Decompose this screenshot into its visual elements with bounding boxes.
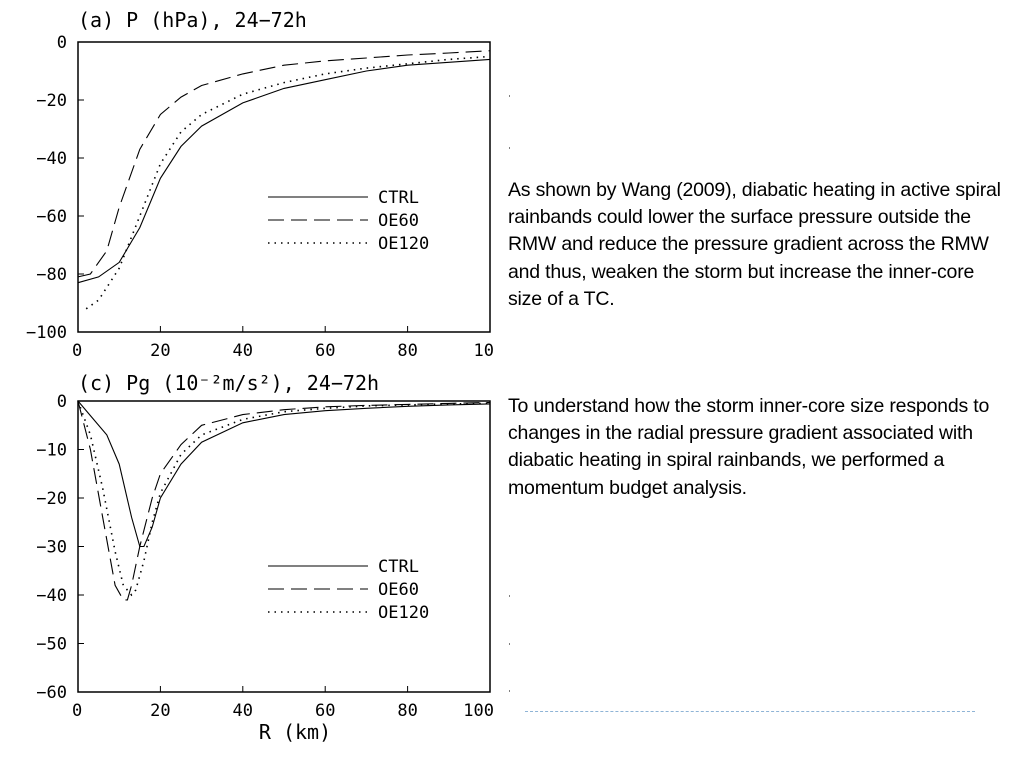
- y-tick-label: −100: [26, 323, 67, 343]
- legend-label: OE60: [378, 211, 419, 231]
- y-tick-label: −30: [36, 537, 67, 558]
- y-tick-label: −60: [36, 207, 67, 227]
- x-tick-label: 80: [397, 341, 418, 361]
- plot-frame: [78, 42, 490, 332]
- y-tick-label: 0: [56, 392, 67, 412]
- x-tick-label: 80: [397, 701, 418, 721]
- y-tick-label: −20: [36, 489, 67, 509]
- x-tick-label: 0: [72, 701, 83, 721]
- y-tick-label: 0: [56, 33, 67, 53]
- legend: [268, 557, 429, 623]
- y-tick-label: −20: [36, 91, 67, 111]
- legend: [268, 188, 429, 254]
- x-tick-label: 0: [72, 341, 83, 361]
- legend-label: CTRL: [378, 188, 419, 208]
- x-tick-label: 10: [473, 341, 494, 361]
- legend-label: CTRL: [378, 557, 419, 577]
- footer-divider: [525, 711, 975, 712]
- x-tick-label: 40: [232, 701, 254, 721]
- x-tick-label: 20: [150, 341, 171, 361]
- body-paragraph-1: As shown by Wang (2009), diabatic heating in active spiral rainbands could lower the surface pressure outside the RMW and reduce the pressure gradient across the RMW and thus, weaken the storm but increase the inner-core size of a TC.: [508, 179, 1001, 310]
- axis-ticks: [36, 392, 494, 721]
- y-tick-label: −40: [36, 586, 67, 606]
- series-line-ctrl: [78, 401, 490, 547]
- charts-figure: [0, 0, 510, 768]
- chart-pressure-gradient: [36, 371, 494, 744]
- series-group: [78, 401, 490, 600]
- body-paragraph-2: To understand how the storm inner-core size responds to changes in the radial pressure gradient associated with diabatic heating in spiral rainbands, we performed a momentum budget analysis.: [508, 395, 990, 499]
- y-tick-label: −10: [36, 440, 67, 461]
- series-line-oe120: [86, 57, 490, 309]
- chart-title: (c) Pg (10⁻²m/s²), 24−72h: [78, 371, 380, 395]
- x-tick-label: 60: [314, 701, 336, 721]
- x-axis-label: R (km): [258, 720, 332, 744]
- y-tick-label: −60: [36, 683, 67, 703]
- chart-pressure: [26, 8, 494, 361]
- x-tick-label: 60: [314, 341, 336, 361]
- y-tick-label: −40: [36, 149, 67, 169]
- chart-title: (a) P (hPa), 24−72h: [78, 8, 307, 32]
- x-tick-label: 100: [463, 701, 494, 721]
- x-tick-label: 40: [232, 341, 254, 361]
- x-tick-label: 20: [150, 701, 171, 721]
- series-group: [78, 51, 490, 309]
- axis-ticks: [26, 33, 494, 361]
- series-line-oe60: [78, 401, 490, 600]
- legend-label: OE120: [378, 234, 430, 254]
- y-tick-label: −50: [36, 634, 67, 655]
- legend-label: OE60: [378, 580, 419, 600]
- y-tick-label: −80: [36, 265, 67, 285]
- legend-label: OE120: [378, 603, 430, 623]
